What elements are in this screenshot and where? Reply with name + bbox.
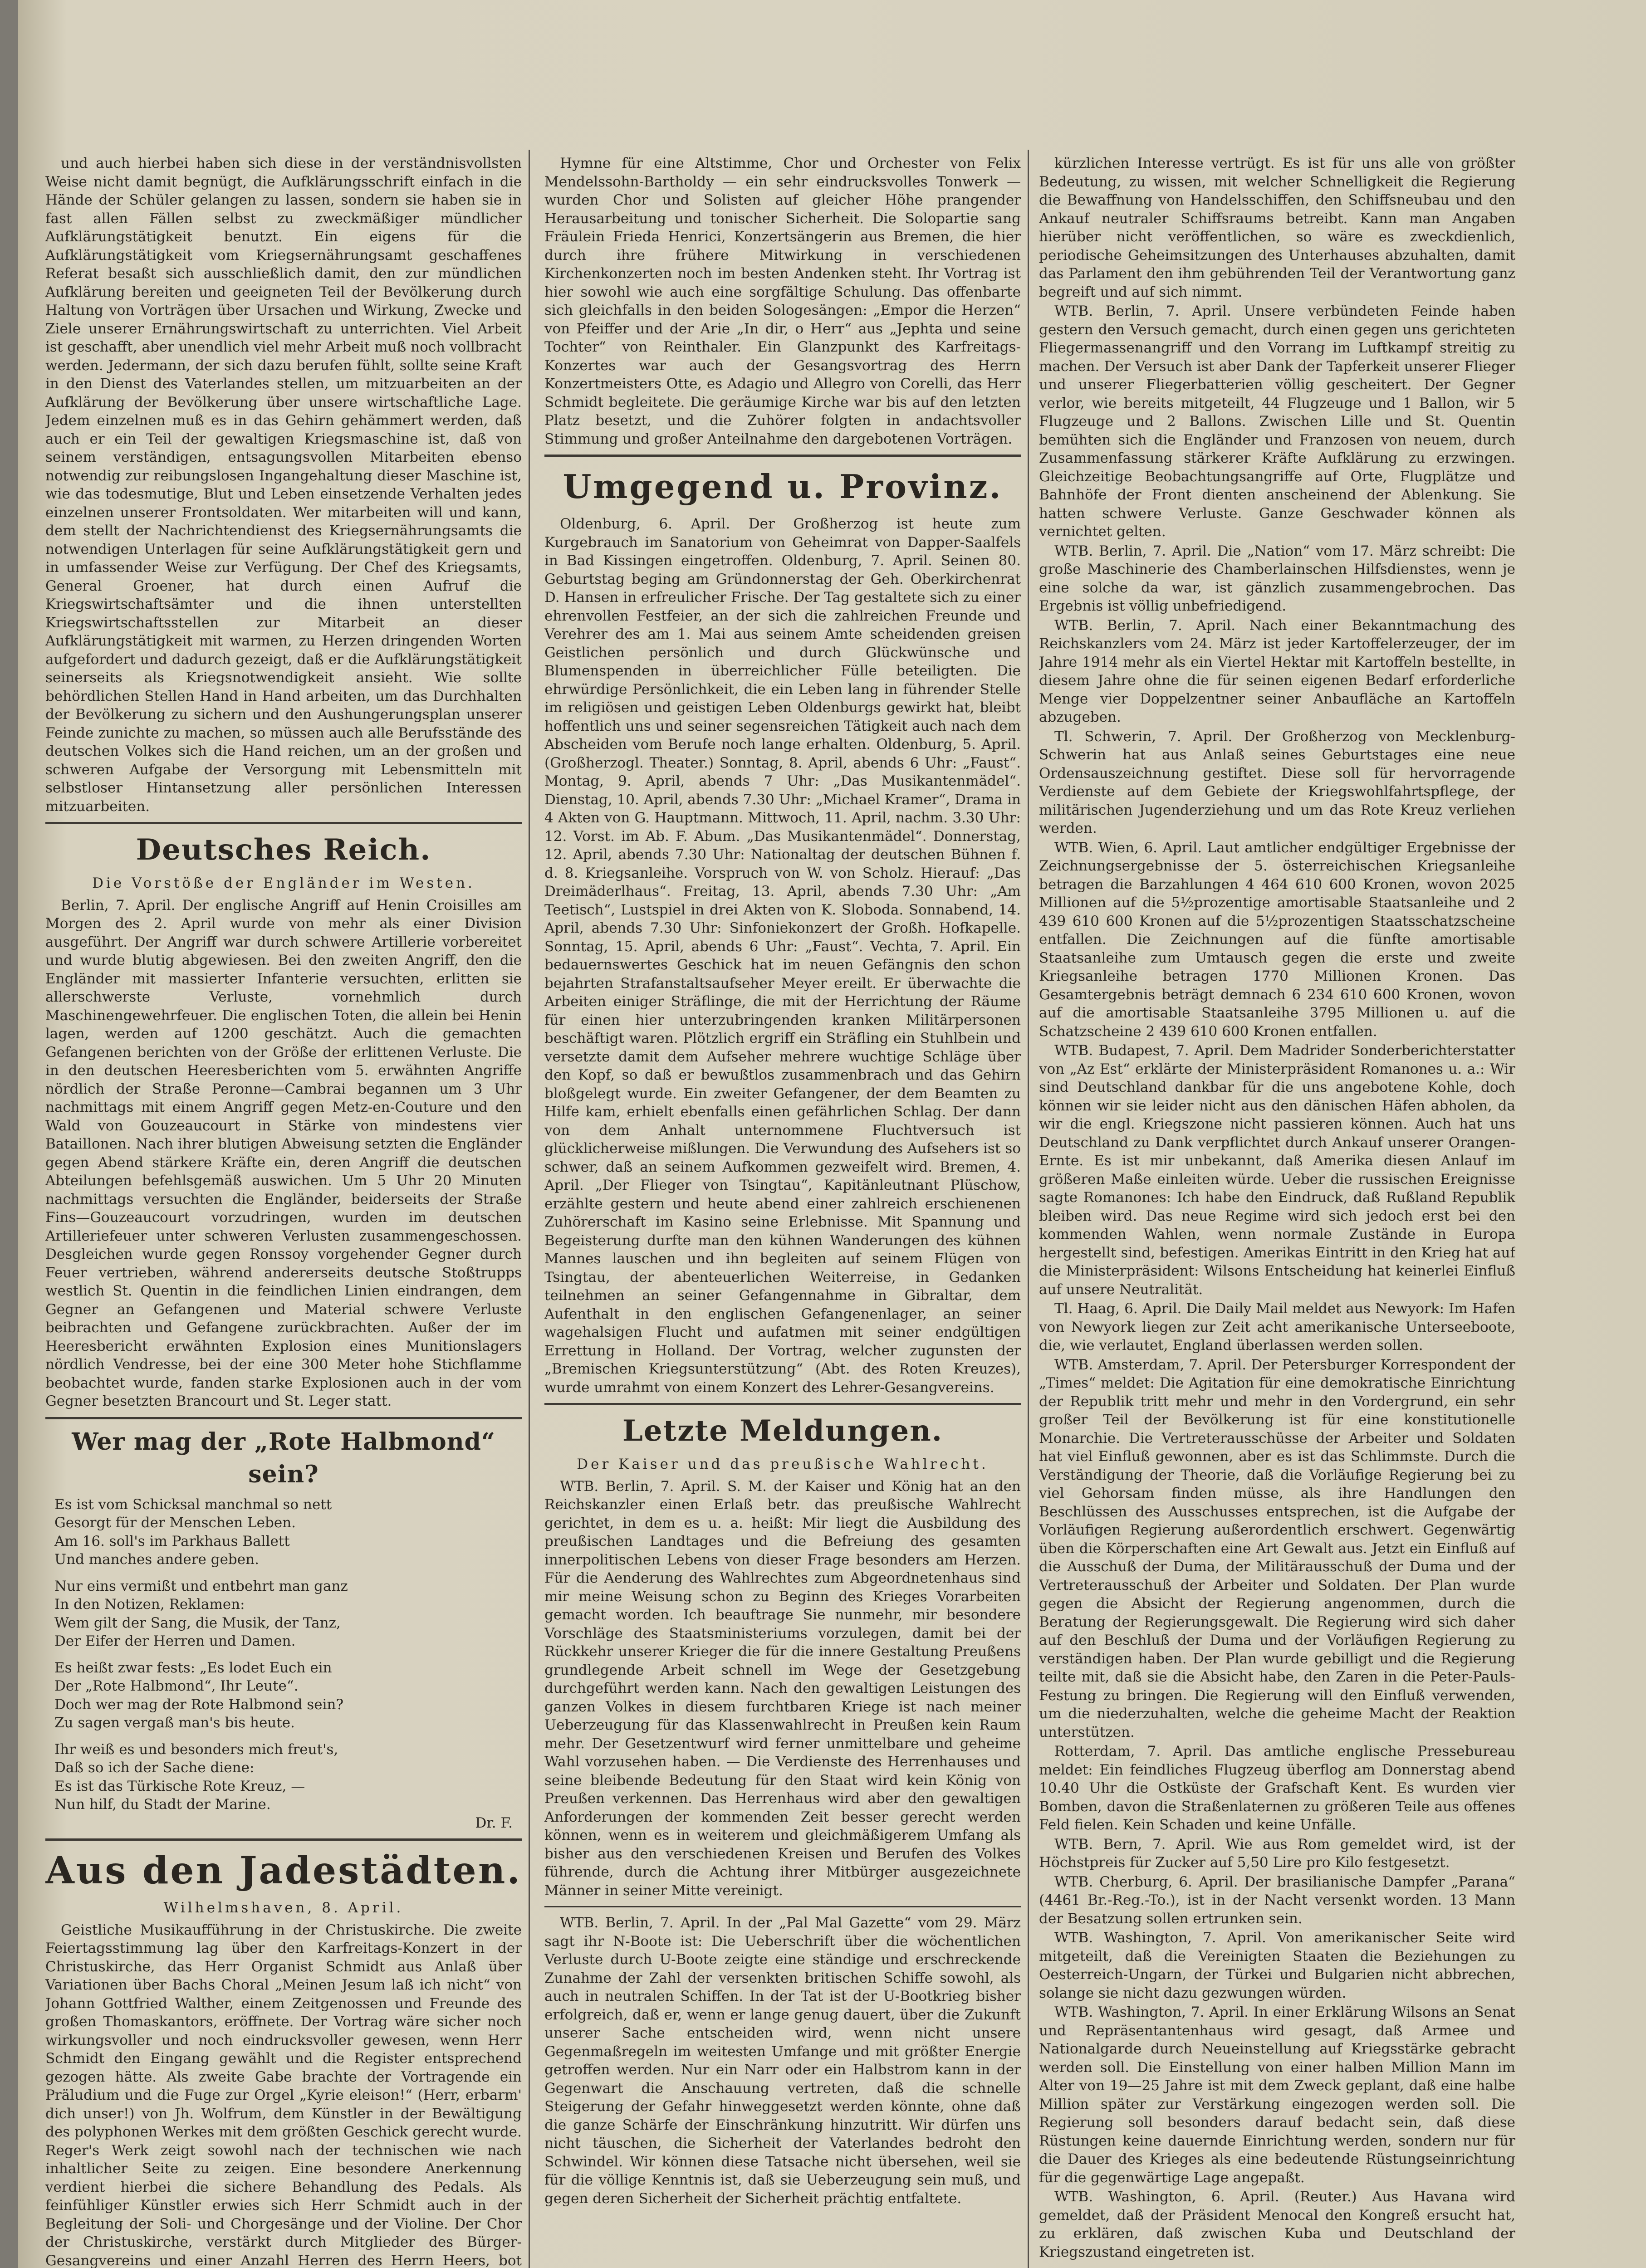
poem-line: Nur eins vermißt und entbehrt man ganz (54, 1578, 348, 1594)
news-item: Rotterdam, 7. April. Das amtliche englische Pressebureau meldet: Ein feindliches Flugzeug überflog am Donnerstag abend 10.40 Uhr die Ostküste der Grafschaft Kent. Es wurden vier Bomben, davon die Straßenlaternen zu größeren Teile aus offenes Feld fielen. Kein Schaden und keine Unfälle. (1039, 1743, 1515, 1833)
news-item: WTB. Berlin, 7. April. Unsere verbündeten Feinde haben gestern den Versuch gemacht, durch einen gegen uns gerichteten Fliegermassenangriff und den Vorrang im Luftkampf streitig zu machen. Der Versuch ist aber Dank der Tapferkeit unserer Flieger und unserer Fliegerbatterien völlig gescheitert. Der Gegner verlor, wie bereits mitgeteilt, 44 Flugzeuge und 1 Ballon, wir 5 Flugzeuge und 2 Ballons. Zwischen Lille und St. Quentin bemühten sich die Engländer und Franzosen von neuem, durch Zusammenfassung stärkerer Kräfte Aufklärung zu erzwingen. Gleichzeitige Beobachtungsangriffe auf Orte, Flugplätze und Bahnhöfe der Front dienten anscheinend der Ablenkung. Sie hatten schwere Verluste. Ganze Geschwader können als vernichtet gelten. (1039, 303, 1515, 540)
news-item: WTB. Washington, 7. April. In einer Erklärung Wilsons an Senat und Repräsentantenhaus wird gesagt, daß Armee und Nationalgarde durch Neueinstellung auf Kriegsstärke gebracht werden soll. Die Einstellung von einer halben Million Mann im Alter von 19—25 Jahre ist mit dem Zweck geplant, daß eine halbe Million später zur Verstärkung eingezogen werden soll. Die Regierung soll besonders darauf bedacht sein, daß diese Rüstungen keine dauernde Einrichtung werden, sondern nur für die Dauer des Krieges als eine bedeutende Rüstungseinrichtung für die gegenwärtige Lage angepaßt. (1039, 2004, 1515, 2186)
poem-line: Daß so ich der Sache diene: (54, 1760, 255, 1776)
news-item: kürzlichen Interesse vertrügt. Es ist für uns alle von größter Bedeutung, zu wissen, mit welcher Schnelligkeit die Regierung die Bewaffnung von Handelsschiffen, den Schiffsneubau und den Ankauf neutraler Schiffsraums betreibt. Kann man Angaben hierüber nicht veröffentlichen, so wäre es zweckdienlich, periodische Geheimsitzungen des Unterhauses abzuhalten, damit das Parlament den ihm gebührenden Teil der Verantwortung ganz begreift und auf sich nimmt. (1039, 155, 1515, 300)
poem-line: Doch wer mag der Rote Halbmond sein? (54, 1696, 344, 1713)
aufklaerung-article-end: und auch hierbei haben sich diese in der verständnisvollsten Weise nicht damit begnügt, die Aufklärungsschrift einfach in die Hände der Schüler gelangen zu lassen, sondern sie haben sie in fast allen Fällen selbst zu zweckmäßiger mündlicher Aufklärungstätigkeit benutzt. Ein eigens für die Aufklärungstätigkeit vom Kriegsernährungsamt geschaffenes Referat besaßt sich ausschließlich damit, den zur mündlichen Aufklärung bereiten und geeigneten Teil der Bevölkerung durch Haltung von Vorträgen über Ursachen und Wirkung, Zwecke und Ziele unserer Ernährungswirtschaft zu unterrichten. Viel Arbeit ist geschafft, aber unendlich viel mehr Arbeit muß noch vollbracht werden. Jedermann, der sich dazu berufen fühlt, sollte seine Kraft in den Dienst des Vaterlandes stellen, um mitzuarbeiten an der Aufklärung der Bevölkerung über unsere wirtschaftliche Lage. Jedem einzelnen muß es in das Gehirn gehämmert werden, daß auch er ein Teil der gewaltigen Kriegsmaschine ist, daß von seinem verständigen, entsagungsvollen Mitarbeiten ebenso notwendig zur reibungslosen Ingangehaltung dieser Maschine ist, wie das todesmutige, Blut und Leben einsetzende Verhalten jedes einzelnen unserer Frontsoldaten. Wer mitarbeiten will und kann, dem stellt der Nachrichtendienst des Kriegsernährungsamts die notwendigen Unterlagen für seine Aufklärungstätigkeit gern und in umfassender Weise zur Verfügung. Der Chef des Kriegsamts, General Groener, hat durch einen Aufruf die Kriegswirtschaftsämter und die ihnen unterstellten Kriegswirtschaftsstellen zur Mitarbeit an dieser Aufklärungstätigkeit mit warmen, zu Herzen dringenden Worten aufgefordert und dadurch gezeigt, daß er die Aufklärungstätigkeit seinerseits als Kriegsnotwendigkeit ansieht. Wie sollte behördlichen Stellen Hand in Hand arbeiten, um das Durchhalten der Bevölkerung zu sichern und den Aushungerungsplan unserer Feinde zunichte zu machen, so müssen auch alle Berufsstände des deutschen Volkes sich die Hand reichen, um an der großen und schweren Aufgabe der Versorgung mit Lebensmitteln mit selbstloser Hintansetzung aller persönlichen Interessen mitzuarbeiten. (45, 155, 522, 815)
section-rule (544, 455, 1021, 457)
news-item: WTB. Cherburg, 6. April. Der brasilianische Dampfer „Parana“ (4461 Br.-Reg.-To.), ist in der Nacht versenkt worden. 13 Mann der Besatzung sollen ertrunken sein. (1039, 1873, 1515, 1927)
poem-line: Ihr weiß es und besonders mich freut's, (54, 1741, 338, 1758)
concert-article-end: Hymne für eine Altstimme, Chor und Orchester von Felix Mendelssohn-Bartholdy — ein sehr eindrucksvolles Tonwerk — wurden Chor und Solisten auf gleicher Höhe prangender Herausarbeitung und tonischer Sicherheit. Die Solopartie sang Fräulein Frieda Henrici, Konzertsängerin aus Bremen, die hier durch ihre frühere Mitwirkung in verschiedenen Kirchenkonzerten noch im besten Andenken steht. Ihr Vortrag ist hier sowohl wie auch eine sorgfältige Schulung. Das offenbarte sich gleichfalls in den beiden Sologesängen: „Empor die Herzen“ von Pfeiffer und der Arie „In dir, o Herr“ aus „Jephta und seine Tochter“ von Reinthaler. Ein Glanzpunkt des Karfreitags-Konzertes war auch der Gesangsvortrag des Herrn Konzertmeisters Otte, es Adagio und Allegro von Corelli, das Herr Schmidt begleitete. Die geräumige Kirche war bis auf den letzten Platz besetzt, und die Zuhörer folgten in andachtsvoller Stimmung und großer Anteilnahme den dargebotenen Vorträgen. (544, 155, 1021, 447)
poem (45, 1496, 522, 1814)
news-item: WTB. Berlin, 7. April. Nach einer Bekanntmachung des Reichskanzlers vom 24. März ist jeder Kartoffelerzeuger, der im Jahre 1914 mehr als ein Viertel Hektar mit Kartoffeln bestellte, in diesem Jahre ohne die für seinen eigenen Bedarf erforderliche Menge vier Doppelzentner seiner Anbaufläche an Kartoffeln abzugeben. (1039, 617, 1515, 725)
section-heading-provinz: Umgegend u. Provinz. (563, 467, 1003, 506)
column-divider (1028, 150, 1029, 2268)
poem-line (45, 1732, 522, 1740)
news-item: WTB. Washington, 7. April. Von amerikanischer Seite wird mitgeteilt, daß die Vereinigten Staaten die Beziehungen zu Oesterreich-Ungarn, der Türkei und Bulgarien nicht abbrechen, solange sie nicht dazu gezwungen würden. (1039, 1930, 1515, 2001)
section-rule (45, 822, 522, 824)
column-2 (544, 154, 1021, 2268)
poem-line: Der Eifer der Herren und Damen. (54, 1633, 296, 1649)
poem-line: Es ist das Türkische Rote Kreuz, — (54, 1778, 305, 1794)
poem-signature: Dr. F. (475, 1814, 513, 1831)
poem-line: Es heißt zwar fests: „Es lodet Euch ein (54, 1659, 332, 1676)
poem-line (45, 1651, 522, 1659)
poem-title: Wer mag der „Rote Halbmond“ sein? (72, 1427, 495, 1488)
subheading-wahlrecht: Der Kaiser und das preußische Wahlrecht. (577, 1456, 989, 1472)
poem-line (45, 1569, 522, 1577)
poem-line: Wem gilt der Sang, die Musik, der Tanz, (54, 1614, 341, 1631)
wahlrecht-article: WTB. Berlin, 7. April. S. M. der Kaiser und König hat an den Reichskanzler einen Erlaß betr. das preußische Wahlrecht gerichtet, in dem es u. a. heißt: Mir liegt die Ausbildung des preußischen Landtages und die Befreiung des gesamten innerpolitischen Lebens von dieser Frage besonders am Herzen. Für die Aenderung des Wahlrechtes zum Abgeordnetenhaus sind mir meine Weisung schon zu Beginn des Krieges Vorarbeiten gemacht worden. Ich beauftrage Sie nunmehr, mir besondere Vorschläge des Staatsministeriums vorzulegen, damit bei der Rückkehr unserer Krieger die für die innere Gestaltung Preußens grundlegende Arbeit schnell im Wege der Gesetzgebung durchgeführt werden kann. Nach den gewaltigen Leistungen des ganzen Volkes in diesem furchtbaren Kriege ist nach meiner Ueberzeugung für das Klassenwahlrecht in Preußen kein Raum mehr. Der Gesetzentwurf wird ferner unmittelbare und geheime Wahl vorzusehen haben. — Die Verdienste des Herrenhauses und seine bleibende Bedeutung für den Staat wird kein König von Preußen verkennen. Das Herrenhaus wird aber den gewaltigen Anforderungen der kommenden Zeit besser gerecht werden können, wenn es in weiterem und gleichmäßigerem Umfang als bisher aus den verschiedenen Kreisen und Berufen des Volkes führende, durch die Achtung ihrer Mitbürger ausgezeichnete Männer in seiner Mitte vereinigt. (544, 1478, 1021, 1899)
provinz-article: Oldenburg, 6. April. Der Großherzog ist heute zum Kurgebrauch im Sanatorium von Geheimrat von Dapper-Saalfels in Bad Kissingen eingetroffen. Oldenburg, 7. April. Seinen 80. Geburtstag beging am Gründonnerstag der Geh. Oberkirchenrat D. Hansen in erfreulicher Frische. Der Tag gestaltete sich zu einer ehrenvollen Festfeier, an der sich die zahlreichen Freunde und Verehrer des am 1. Mai aus seinem Amte scheidenden greisen Geistlichen persönlich und durch Glückwünsche und Blumenspenden in überreichlicher Fülle beteiligten. Die ehrwürdige Persönlichkeit, die ein Leben lang in führender Stelle im religiösen und geistigen Leben Oldenburgs gewirkt hat, bleibt hoffentlich uns und seiner segensreichen Tätigkeit auch nach dem Abscheiden vom Berufe noch lange erhalten. Oldenburg, 5. April. (Großherzogl. Theater.) Sonntag, 8. April, abends 6 Uhr: „Faust“. Montag, 9. April, abends 7 Uhr: „Das Musikantenmädel“. Dienstag, 10. April, abends 7.30 Uhr: „Michael Kramer“, Drama in 4 Akten von G. Hauptmann. Mittwoch, 11. April, nachm. 3.30 Uhr: 12. Vorst. im Ab. F. Abum. „Das Musikantenmädel“. Donnerstag, 12. April, abends 7.30 Uhr: Nationaltag der deutschen Bühnen f. d. 8. Kriegsanleihe. Vorspruch von W. von Scholz. Hierauf: „Das Dreimäderlhaus“. Freitag, 13. April, abends 7.30 Uhr: „Am Teetisch“, Lustspiel in drei Akten von K. Slobodа. Sonnabend, 14. April, abends 7.30 Uhr: Sinfoniekonzert der Großh. Hofkapelle. Sonntag, 15. April, abends 6 Uhr: „Faust“. Vechta, 7. April. Ein bedauernswertes Geschick hat im neuen Gefängnis den schon bejahrten Strafanstaltsaufseher Meyer ereilt. Er überwachte die Arbeiten einiger Sträflinge, die mit der Herrichtung der Räume für einen hier unterzubringenden kranken Militärpersonen beschäftigt waren. Plötzlich ergriff ein Sträfling ein Stuhlbein und versetzte damit dem Aufseher mehrere wuchtige Schläge über den Kopf, so daß er bewußtlos zusammenbrach und das Gehirn bloßgelegt wurde. Ein zweiter Gefangener, der dem Beamten zu Hilfe kam, erhielt ebenfalls einen gefährlichen Schlag. Der dann von dem Anhalt unternommene Fluchtversuch ist glücklicherweise mißlungen. Die Verwundung des Aufsehers ist so schwer, daß an seinem Aufkommen gezweifelt wird. Bremen, 4. April. „Der Flieger von Tsingtau“, Kapitänleutnant Plüschow, erzählte gestern und heute abend einer zahlreich erschienenen Zuhörerschaft im Kasino seine Erlebnisse. Mit Spannung und Begeisterung durfte man den kühnen Wanderungen des kühnen Mannes lauschen und ihn begleiten auf seinem Flügen von Tsingtau, der abenteuerlichen Weiterreise, in Gedanken teilnehmen an seiner Gefangennahme in Gibraltar, dem Aufenthalt in den englischen Gefangenenlager, an seiner wagehalsigen Flucht und aufatmen mit seiner endgültigen Errettung in Holland. Der Vortrag, welcher zugunsten der „Bremischen Kriegsunterstützung“ (Abt. des Roten Kreuzes), wurde umrahmt von einem Konzert des Lehrer-Gesangvereins. (544, 516, 1021, 1396)
column-3 (1039, 154, 1515, 2268)
newspaper-page (18, 0, 1646, 2268)
poem-line: Zu sagen vergaß man's bis heute. (54, 1715, 295, 1731)
poem-line: Gesorgt für der Menschen Leben. (54, 1515, 296, 1531)
column-1 (45, 154, 522, 2268)
poem-line: Und manches andere geben. (54, 1551, 259, 1568)
subheading-vorstoesse: Die Vorstöße der Engländer im Westen. (92, 875, 475, 891)
news-item: WTB. Budapest, 7. April. Dem Madrider Sonderberichterstatter von „Az Est“ erklärte der Ministerpräsident Romanones u. a.: Wir sind Deutschland dankbar für die uns angebotene Kohle, doch können wir sie leider nicht aus den dänischen Häfen abholen, da wir die engl. Kriegszone nicht passieren können. Auch hat uns Deutschland zu Dank verpflichtet durch Ankauf unserer Orangen-Ernte. Es ist mir unbekannt, daß Amerika diesen Anlauf im größeren Maße einleiten würde. Ueber die russischen Ereignisse sagte Romanones: Ich habe den Eindruck, daß Rußland Republik bleiben wird. Das neue Regime wird sich jedoch erst bei den kommenden Wahlen, wenn normale Zustände in Europa hergestellt sind, befestigen. Amerikas Eintritt in den Krieg hat auf die Ministerpräsident: Wilsons Entscheidung hat keinerlei Einfluß auf unsere Neutralität. (1039, 1042, 1515, 1298)
news-item: WTB. Washington, 6. April. (Reuter.) Aus Havana wird gemeldet, daß der Präsident Menocal den Kongreß ersucht hat, zu erklären, daß zwischen Kuba und Deutschland der Kriegszustand eingetreten ist. (1039, 2189, 1515, 2260)
previous-page-edge (0, 0, 18, 2268)
poem-line: Es ist vom Schicksal manchmal so nett (54, 1496, 332, 1513)
news-item: Tl. Schwerin, 7. April. Der Großherzog von Mecklenburg-Schwerin hat aus Anlaß seines Geburtstages eine neue Ordensauszeichnung gestiftet. Diese soll für hervorragende Verdienste auf dem Gebiete der Kriegswohlfahrtspflege, der militärischen Jugenderziehung und um das Rote Kreuz verliehen werden. (1039, 728, 1515, 836)
item-rule (544, 1906, 1021, 1907)
jade-article: Geistliche Musikaufführung in der Christuskirche. Die zweite Feiertagsstimmung lag über den Karfreitags-Konzert in der Christuskirche, das Herr Organist Schmidt aus Anlaß über Variationen über Bachs Choral „Meinen Jesum laß ich nicht“ von Johann Gottfried Walther, einem Zeitgenossen und Freunde des großen Thomaskantors, eröffnete. Der Vortrag wäre sicher noch wirkungsvoller und noch eindrucksvoller gewesen, wenn Herr Schmidt den Eingang gewählt und die Register entsprechend gezogen hätte. Als zweite Gabe brachte der Vortragende ein Präludium und die Fuge zur Orgel „Kyrie eleison!“ (Herr, erbarm' dich unser!) von Jh. Wolfrum, dem Künstler in der Bewältigung des polyphonen Werkes mit dem größten Geschick gerecht wurde. Reger's Werk zeigt sowohl nach der technischen wie nach inhaltlicher Seite zu zeigen. Eine besondere Anerkennung verdient hierbei die sichere Behandlung des Pedals. Als feinfühliger Künstler erwies sich Herr Schmidt auch in der Begleitung der Soli- und Chorgesänge und der Violine. Der Chor der Christuskirche, verstärkt durch Mitglieder des Bürger-Gesangvereins und einer Anzahl Herren des Herrn Heers, bot (45, 1921, 522, 2268)
poem-line: In den Notizen, Reklamen: (54, 1596, 245, 1613)
poem-line: Nun hilf, du Stadt der Marine. (54, 1796, 271, 1813)
news-item: Tl. Haag, 6. April. Die Daily Mail meldet aus Newyork: Im Hafen von Newyork liegen zur Zeit acht amerikanische Unterseeboote, die, wie verlautet, England überlassen werden sollen. (1039, 1300, 1515, 1354)
section-rule (45, 1838, 522, 1841)
reich-article: Berlin, 7. April. Der englische Angriff auf Henin Croisilles am Morgen des 2. April wurde von mehr als einer Division ausgeführt. Der Angriff war durch schwere Artillerie vorbereitet und wurde blutig abgewiesen. Bei den zweiten Angriff, den die Engländer mit massierter Infanterie versuchten, erlitten sie allerschwerste Verluste, vornehmlich durch Maschinengewehrfeuer. Die englischen Toten, die allein bei Henin lagen, werden auf 1200 geschätzt. Auch die gemachten Gefangenen berichten von der Größe der erlittenen Verluste. Die in den deutschen Heeresberichten vom 5. erwähnten Angriffe nördlich der Straße Peronne—Cambrai begannen um 3 Uhr nachmittags mit einem Angriff gegen Metz-en-Couture und den Wald von Gouzeaucourt in Stärke von mindestens vier Bataillonen. Nach ihrer blutigen Abweisung setzten die Engländer gegen Abend stärkere Kräfte ein, deren Angriff die deutschen Abteilungen befehlsgemäß auswichen. Um 5 Uhr 20 Minuten nachmittags versuchten die Engländer, beiderseits der Straße Fins—Gouzeaucourt vorzudringen, wurden im deutschen Artilleriefeuer unter schweren Verlusten zusammengeschossen. Desgleichen wurde gegen Ronssoy vorgehender Gegner durch Feuer vertrieben, während andererseits deutsche Stoßtrupps westlich St. Quentin in die feindlichen Linien eindrangen, dem Gegner an Gefangenen und Material schwere Verluste beibrachten und Gefangene zurückbrachten. Außer der im Heeresbericht erwähnten Explosion eines Munitionslagers nördlich Vendresse, bei der eine 300 Meter hohe Stichflamme beobachtet wurde, fanden starke Explosionen auch in der vom Gegner besetzten Brancourt und St. Leger statt. (45, 897, 522, 1409)
section-heading-deutsches-reich: Deutsches Reich. (136, 833, 431, 867)
dateline: Wilhelmshaven, 8. April. (163, 1900, 404, 1916)
news-item: WTB. Wien, 6. April. Laut amtlicher endgültiger Ergebnisse der Zeichnungsergebnisse der 5. österreichischen Kriegsanleihe betragen die Barzahlungen 4 464 610 600 Kronen, wovon 2025 Millionen auf die 5½prozentige amortisable Staatsanleihe und 2 439 610 600 Kronen auf die 5½prozentigen Staatsschatzscheine entfallen. Die Zeichnungen auf die fünfte amortisable Staatsanleihe zum Umtausch gegen die erste und zweite Kriegsanleihe betragen 1770 Millionen Kronen. Das Gesamtergebnis beträgt demnach 6 234 610 600 Kronen, wovon auf die amortisable Staatsanleihe 3795 Millionen u. auf die Schatzscheine 2 439 610 600 Kronen entfallen. (1039, 839, 1515, 1040)
section-rule (544, 1403, 1021, 1405)
poem-line: Der „Rote Halbmond“, Ihr Leute“. (54, 1678, 299, 1694)
section-rule (45, 1417, 522, 1419)
uboot-article: WTB. Berlin, 7. April. In der „Pal Mal Gazette“ vom 29. März sagt ihr N-Boote ist: Die Ueberschrift über die wöchentlichen Verluste durch U-Boote zeigte eine ständige und erschreckende Zunahme der Zahl der versenkten britischen Schiffe sowohl, als auch in neutralen Schiffen. In der Tat ist der U-Bootkrieg bisher erfolgreich, daß er, wenn er lange genug dauert, über die Zukunft unserer Sache entscheiden wird, wenn nicht unsere Gegenmaßregeln im weitesten Umfange und mit größter Energie getroffen werden. Nur ein Narr oder ein Halbstrom kann in der Gegenwart die Anschauung vertreten, daß die schnelle Steigerung der Gefahr hinweggesetzt werden könnte, ohne daß die ganze Schärfe der Einschränkung hinzutritt. Wir dürfen uns nicht täuschen, die Sicherheit der Vaterlandes bedroht den Schwindel. Wir können diese Tatsache nicht übersehen, weil sie für die völlige Kenntnis ist, daß sie Ueberzeugung sein muß, und gegen deren Sicherheit der Sicherheit prächtig entfaltete. (544, 1915, 1021, 2207)
column-divider (529, 150, 530, 2268)
section-heading-jadestaedte: Aus den Jadestädten. (45, 1849, 522, 1892)
poem-line: Am 16. soll's im Parkhaus Ballett (54, 1533, 290, 1549)
news-item: WTB. Bern, 7. April. Wie aus Rom gemeldet wird, ist der Höchstpreis für Zucker auf 5,50 Lire pro Kilo festgesetzt. (1039, 1836, 1515, 1871)
news-item: WTB. Amsterdam, 7. April. Der Petersburger Korrespondent der „Times“ meldet: Die Agitation für eine demokratische Einrichtung der Republik tritt mehr und mehr in den Vordergrund, ein sehr großer Teil der Bevölkerung ist für eine konstitutionelle Monarchie. Die Vertreterausschüsse der Arbeiter und Soldaten hat viel Einfluß gewonnen, aber es ist das Schlimmste. Durch die Verständigung der Theorie, daß die Vorläufige Regierung bei zu viel Gehorsam finden müsse, als ihre Handlungen den Beschlüssen des Ausschusses entsprechen, ist die Aufgabe der Vorläufigen Regierung außerordentlich erschwert. Gegenwärtig üben die Körperschaften eine Art Gewalt aus. Jetzt ein Einfluß auf die Ausschuß der Duma, der Militärausschuß der Duma und der Vertreterausschuß der Arbeiter und Soldaten. Der Plan wurde gegen die Absicht der Regierung angenommen, durch die Beratung der Regierungsgewalt. Die Regierung wird sich daher auf den Beschluß der Duma und der Vorläufigen Regierung zu verständigen haben. Der Plan wurde gebilligt und die Regierung teilte mit, daß sie die Absicht habe, den Zaren in die Peter-Pauls-Festung zu bringen. Die Regierung will den Einfluß verwenden, um die niederzuhalten, welche die geheime Macht der Reaktion unterstützen. (1039, 1356, 1515, 1740)
section-heading-letzte-meldungen: Letzte Meldungen. (622, 1414, 943, 1448)
news-item: WTB. Berlin, 7. April. Die „Nation“ vom 17. März schreibt: Die große Maschinerie des Chamberlainschen Hilfsdienstes, wenn je eine solche da war, ist gänzlich zusammengebrochen. Das Ergebnis ist völlig unbefriedigend. (1039, 543, 1515, 614)
